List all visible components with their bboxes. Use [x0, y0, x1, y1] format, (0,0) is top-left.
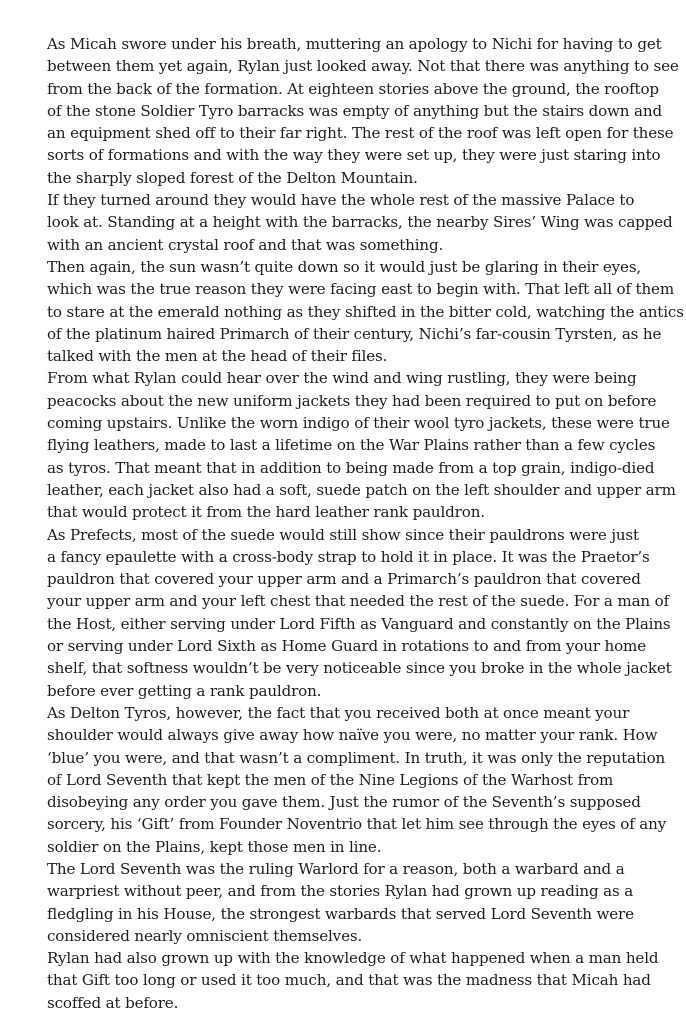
text-line: which was the true reason they were facing east to begin with. That left all of them [47, 280, 674, 299]
text-line: before ever getting a rank pauldron. [47, 681, 322, 700]
text-line: pauldron that covered your upper arm and a Primarch’s pauldron that covered [47, 570, 641, 589]
text-line: From what Rylan could hear over the wind and wing rustling, they were being [47, 369, 637, 388]
text-line: a fancy epaulette with a cross-body strap to hold it in place. It was the Praetor’s [47, 547, 650, 566]
text-line: an equipment shed off to their far right. The rest of the roof was left open for these [47, 124, 674, 143]
text-line: As Delton Tyros, however, the fact that you received both at once meant your [47, 703, 630, 722]
text-line: of the platinum haired Primarch of their century, Nichi’s far-cousin Tyrsten, as he [47, 324, 662, 343]
text-line: As Prefects, most of the suede would still show since their pauldrons were just [47, 525, 639, 544]
text-line: leather, each jacket also had a soft, suede patch on the left shoulder and upper arm [47, 480, 676, 499]
text-line: talked with the men at the head of their files. [47, 347, 388, 366]
text-line: the Host, either serving under Lord Fifth as Vanguard and constantly on the Plains [47, 614, 671, 633]
text-line: scoffed at before. [47, 993, 179, 1012]
text-line: of Lord Seventh that kept the men of the Nine Legions of the Warhost from [47, 770, 614, 789]
text-line: As Micah swore under his breath, muttering an apology to Nichi for having to get [47, 35, 662, 53]
text-line: between them yet again, Rylan just looked away. Not that there was anything to see [47, 57, 679, 76]
text-line: or serving under Lord Sixth as Home Guard in rotations to and from your home [47, 637, 647, 656]
text-line: that Gift too long or used it too much, and that was the madness that Micah had [47, 971, 651, 990]
text-line: Rylan had also grown up with the knowledge of what happened when a man held [47, 949, 659, 968]
paragraph [32, 189, 673, 256]
paragraph [32, 367, 676, 523]
paragraph [32, 33, 679, 189]
text-line: the sharply sloped forest of the Delton Mountain. [47, 168, 418, 187]
text-line: to stare at the emerald nothing as they shifted in the bitter cold, watching the antics [47, 302, 684, 321]
text-line: Then again, the sun wasn’t quite down so it would just be glaring in their eyes, [47, 257, 642, 276]
text-line: soldier on the Plains, kept those men in line. [47, 837, 382, 856]
text-line: of the stone Soldier Tyro barracks was empty of anything but the stairs down and [47, 101, 662, 120]
text-line: sorcery, his ‘Gift’ from Founder Noventrio that let him see through the eyes of any [47, 815, 667, 834]
text-line: flying leathers, made to last a lifetime on the War Plains rather than a few cycles [47, 436, 656, 455]
body-text [32, 33, 684, 1014]
text-line: coming upstairs. Unlike the worn indigo of their wool tyro jackets, these were true [47, 414, 670, 433]
text-line: shelf, that softness wouldn’t be very noticeable since you broke in the whole jacket [47, 659, 672, 678]
paragraph [32, 702, 667, 858]
text-line: as tyros. That meant that in addition to being made from a top grain, indigo-died [47, 458, 655, 477]
text-line: disobeying any order you gave them. Just the rumor of the Seventh’s supposed [47, 793, 641, 812]
text-line: with an ancient crystal roof and that was something. [47, 235, 444, 254]
paragraph [32, 256, 684, 367]
text-line: warpriest without peer, and from the stories Rylan had grown up reading as a [47, 882, 634, 901]
text-line: shoulder would always give away how naïve you were, no matter your rank. How [47, 726, 658, 745]
text-line: peacocks about the new uniform jackets they had been required to put on before [47, 391, 657, 410]
text-line: If they turned around they would have the whole rest of the massive Palace to [47, 191, 635, 210]
text-line: fledgling in his House, the strongest warbards that served Lord Seventh were [47, 904, 634, 923]
text-line: ‘blue’ you were, and that wasn’t a compliment. In truth, it was only the reputation [47, 748, 666, 767]
text-line: considered nearly omniscient themselves. [47, 926, 363, 945]
paragraph [32, 858, 660, 947]
text-line: your upper arm and your left chest that needed the rest of the suede. For a man of [47, 592, 670, 611]
paragraph [32, 947, 660, 1014]
paragraph [32, 524, 672, 702]
text-line: that would protect it from the hard leather rank pauldron. [47, 503, 485, 522]
text-line: look at. Standing at a height with the barracks, the nearby Sires’ Wing was capped [47, 213, 673, 232]
text-line: from the back of the formation. At eighteen stories above the ground, the rooftop [47, 79, 659, 98]
text-line: sorts of formations and with the way they were set up, they were just staring into [47, 146, 661, 165]
text-line: The Lord Seventh was the ruling Warlord for a reason, both a warbard and a [47, 859, 625, 878]
